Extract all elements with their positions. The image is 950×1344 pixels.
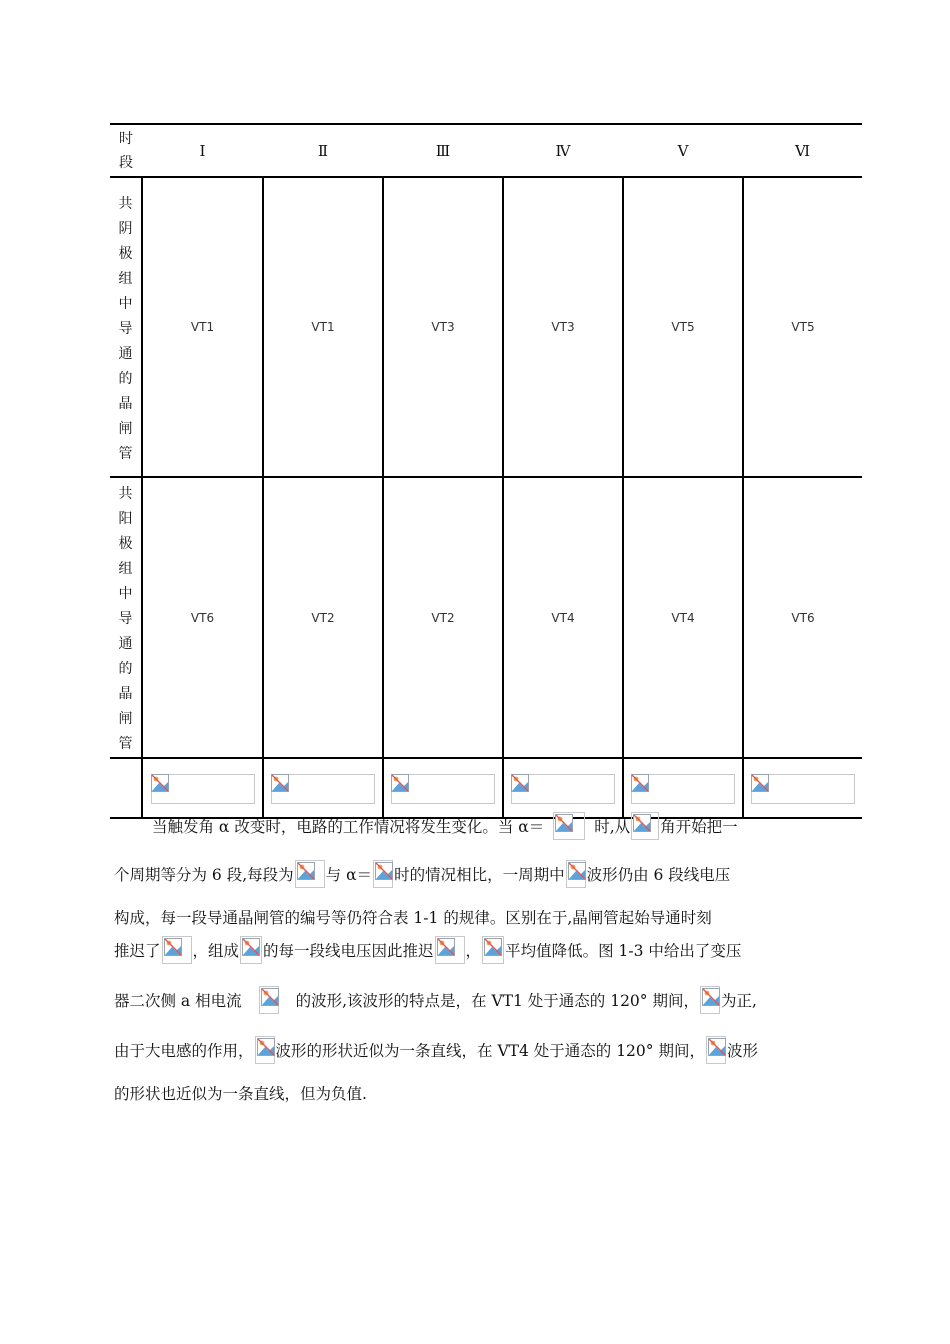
anode-cell-3: VT2: [383, 477, 503, 758]
para-line-3: [114, 908, 712, 928]
period-3: Ⅲ: [383, 124, 503, 177]
text: 时,从: [594, 818, 631, 836]
period-4: Ⅳ: [503, 124, 623, 177]
para-line-2: [114, 860, 730, 888]
text: 与 α＝: [325, 866, 373, 884]
anode-cell-1: VT6: [142, 477, 263, 758]
text: 个周期等分为 6 段,每段为: [114, 866, 294, 884]
inline-image: [162, 936, 192, 964]
anode-group-label-text: 共阳极组中导通的晶闸管: [118, 486, 133, 752]
text: 当触发角 α 改变时，电路的工作情况将发生变化。当 α＝: [152, 818, 545, 836]
image-placeholder-icon: [568, 862, 586, 880]
text: 波形仍由 6 段线电压: [586, 866, 731, 884]
anode-cell-6: VT6: [743, 477, 862, 758]
para-line-5: [114, 986, 757, 1014]
text: 为正,: [720, 992, 757, 1010]
text: 器二次侧 a 相电流: [114, 992, 242, 1010]
anode-group-row: [110, 477, 862, 758]
cathode-cell-3: VT3: [383, 177, 503, 477]
image-row: [110, 758, 862, 818]
cathode-cell-6: VT5: [743, 177, 862, 477]
cathode-cell-4: VT3: [503, 177, 623, 477]
text: 的波形,该波形的特点是，在 VT1 处于通态的 120° 期间，: [295, 992, 699, 1010]
text: 由于大电感的作用，: [114, 1042, 254, 1060]
inline-image: [706, 1036, 726, 1064]
image-placeholder-icon: [391, 774, 409, 792]
period-6: Ⅵ: [743, 124, 862, 177]
inline-image: [435, 936, 465, 964]
text: 平均值降低。图 1-3 中给出了变压: [505, 942, 742, 960]
cathode-group-label-text: 共阴极组中导通的晶闸管: [118, 195, 133, 462]
anode-cell-2: VT2: [263, 477, 383, 758]
inline-image: [566, 860, 586, 888]
broken-image: [271, 774, 375, 804]
image-placeholder-icon: [631, 774, 649, 792]
inline-image: [553, 812, 585, 840]
cathode-group-label: [110, 177, 142, 477]
image-placeholder-icon: [437, 938, 455, 956]
conduction-table: [110, 123, 862, 819]
period-5: Ⅴ: [623, 124, 743, 177]
text: ，组成: [192, 942, 240, 960]
image-placeholder-icon: [555, 814, 573, 832]
image-placeholder-icon: [297, 862, 315, 880]
inline-image: [373, 860, 393, 888]
image-placeholder-icon: [511, 774, 529, 792]
cathode-cell-1: VT1: [142, 177, 263, 477]
broken-image: [151, 774, 255, 804]
para-line-7: [114, 1084, 367, 1104]
image-placeholder-icon: [242, 938, 260, 956]
image-placeholder-icon: [702, 988, 720, 1006]
inline-image: [295, 860, 325, 888]
inline-image: [255, 1036, 275, 1064]
text: 角开始把一: [660, 818, 738, 836]
text: 波形的形状近似为一条直线，在 VT4 处于通态的 120° 期间，: [275, 1042, 705, 1060]
image-placeholder-icon: [257, 1038, 275, 1056]
text: 波形: [726, 1042, 758, 1060]
image-placeholder-icon: [484, 938, 502, 956]
text: ，: [465, 942, 482, 960]
image-placeholder-icon: [708, 1038, 726, 1056]
text: 的形状也近似为一条直线，但为负值.: [114, 1085, 367, 1103]
para-line-1: [152, 812, 738, 840]
period-label-text: 时段: [119, 130, 133, 171]
period-2: Ⅱ: [263, 124, 383, 177]
anode-group-label: [110, 477, 142, 758]
image-placeholder-icon: [151, 774, 169, 792]
cathode-cell-5: VT5: [623, 177, 743, 477]
inline-image: [259, 986, 279, 1014]
anode-cell-4: VT4: [503, 477, 623, 758]
para-line-4: [114, 936, 741, 964]
cathode-cell-2: VT1: [263, 177, 383, 477]
table-header-row: [110, 124, 862, 177]
broken-image: [631, 774, 735, 804]
image-row-label: [110, 758, 142, 818]
period-1: Ⅰ: [142, 124, 263, 177]
inline-image: [700, 986, 720, 1014]
inline-image: [482, 936, 504, 964]
text: 推迟了: [114, 942, 161, 960]
image-placeholder-icon: [633, 814, 651, 832]
para-line-6: [114, 1036, 758, 1064]
broken-image: [511, 774, 615, 804]
broken-image: [391, 774, 495, 804]
image-placeholder-icon: [375, 862, 393, 880]
cathode-group-row: [110, 177, 862, 477]
broken-image: [751, 774, 855, 804]
image-placeholder-icon: [164, 938, 182, 956]
text: 构成，每一段导通晶闸管的编号等仍符合表 1-1 的规律。区别在于,晶闸管起始导通时刻: [114, 909, 712, 927]
image-placeholder-icon: [271, 774, 289, 792]
text: 时的情况相比，一周期中: [394, 866, 565, 884]
period-label: [110, 124, 142, 177]
text: 的每一段线电压因此推迟: [263, 942, 434, 960]
anode-cell-5: VT4: [623, 477, 743, 758]
inline-image: [631, 812, 659, 840]
image-placeholder-icon: [261, 988, 279, 1006]
image-placeholder-icon: [751, 774, 769, 792]
inline-image: [240, 936, 262, 964]
